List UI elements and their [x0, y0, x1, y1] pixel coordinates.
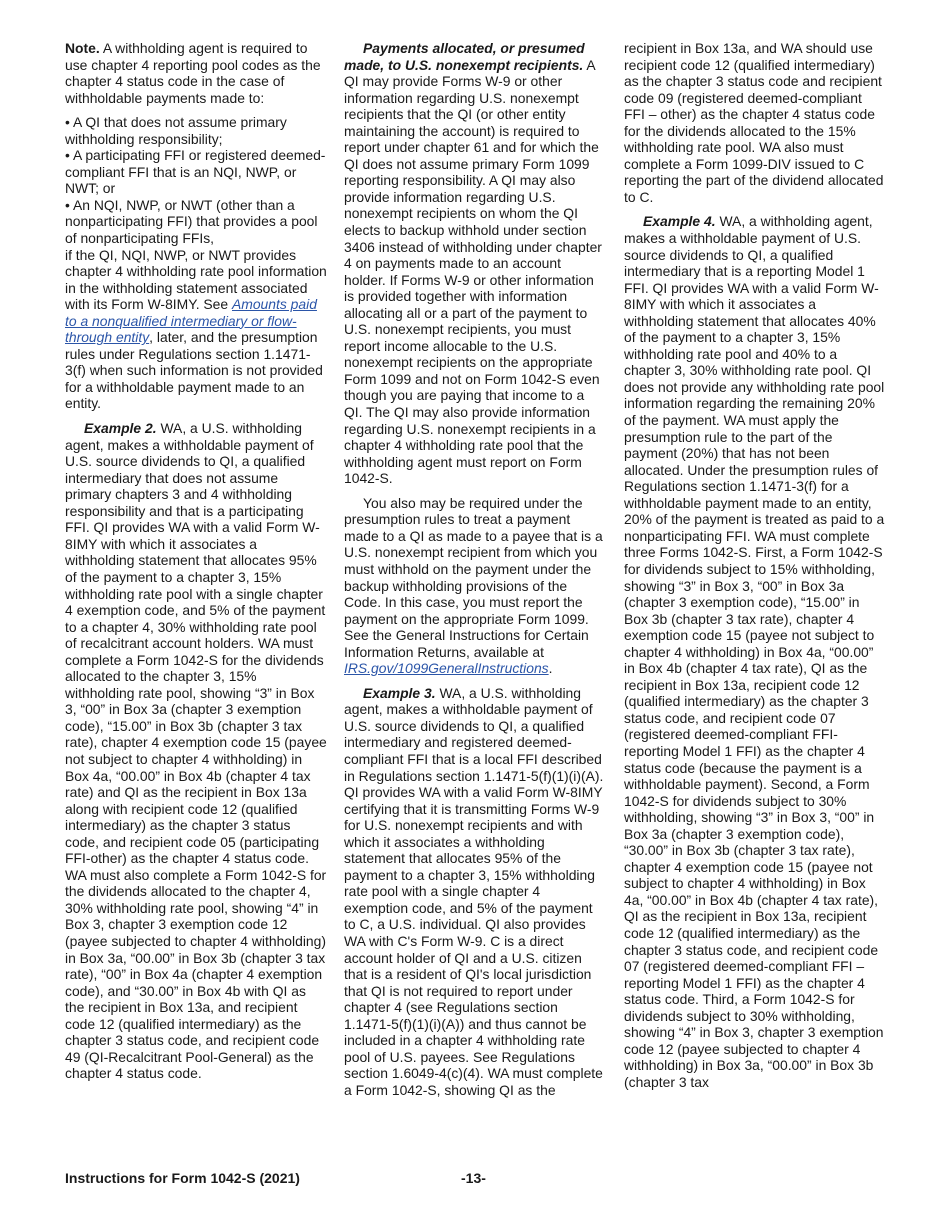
bullet-icon: • [65, 114, 70, 131]
example-4-paragraph: Example 4. WA, a withholding agent, makes a withholdable payment of U.S. source dividends to QI, a qualified intermediary that is a reporting Model 1 FFI. QI provides WA with a valid Form W-8IMY with which it associates a withholding statement that allocates 40% of the payment to a chapter 3, 15% withholding rate pool and 40% to a chapter 3, 30% withholding rate pool. QI does not provide any withholding rate pool information regarding the remaining 20% of the payment. WA must apply the presumption rule to the part of the payment (20%) that has not been allocated. Under the presumption rules of Regulations section 1.1471-3(f) for a withholdable payment made to an entity, 20% of the payment is treated as paid to a nonparticipating FFI. WA must complete three Forms 1042-S. First, a Form 1042-S for dividends subject to 15% withholding, showing “3” in Box 3, “00” in Box 3a (chapter 3 exemption code), “15.00” in Box 3b (chapter 3 tax rate), chapter 4 exemption code 15 (payee not subject to chapter 4 withholding) in Box 4a, “00.00” in Box 4b (chapter 4 tax rate), QI as the recipient in Box 13a, recipient code 12 (qualified intermediary) as the chapter 3 status code, and recipient code 07 (registered deemed-compliant FFI-reporting Model 1 FFI) as the chapter 4 status code (because the payment is a withholdable payment). Second, a Form 1042-S for dividends subject to 30% withholding, showing “3” in Box 3, “00” in Box 3a (chapter 3 exemption code), “30.00” in Box 3b (chapter 3 tax rate), chapter 4 exemption code 15 (payee not subject to chapter 4 withholding) in Box 4a, “00.00” in Box 4b (chapter 4 tax rate), QI as the recipient in Box 13a, recipient code 12 (qualified intermediary) as the chapter 3 status code, and recipient code 07 (registered deemed-compliant FFI – reporting Model 1 FFI) as the chapter 4 status code. Third, a Form 1042-S for dividends subject to 30% withholding, showing “4” in Box 3, chapter 3 exemption code 12 (payee subjected to chapter 4 withholding) in Box 3a, “00.00” in Box 3b (chapter 3 tax [624, 213, 885, 1090]
column-2 [344, 40, 606, 1106]
example-3-label: Example 3. [363, 684, 436, 701]
link-1099-general-instructions[interactable]: IRS.gov/1099GeneralInstructions [344, 660, 549, 677]
example-2-label: Example 2. [84, 420, 157, 437]
continuation-paragraph: if the QI, NQI, NWP, or NWT provides chapter 4 withholding rate pool information in the withholding statement associated with its Form W-8IMY. See Amounts paid to a nonqualified intermediary or flow-through entity, later, and the presumption rules under Regulations section 1.1471-3(f) when such information is not provided for a withholdable payment made to an entity. [65, 246, 327, 412]
page-number: -13- [461, 1170, 486, 1186]
bullet-item: • A participating FFI or registered deemed-compliant FFI that is an NQI, NWP, or NWT; or [65, 147, 326, 197]
payments-allocated-paragraph: Payments allocated, or presumed made, to U.S. nonexempt recipients. A QI may provide Forms W-9 or other information regarding U.S. nonexempt recipients that the QI (or other entity maintaining the account) is required to report under chapter 61 and for which the QI does not assume primary Form 1099 reporting responsibility. A QI may also provide information regarding U.S. nonexempt recipients on whom the QI elects to backup withhold under section 3406 instead of withholding under chapter 4 on payments made to an account holder. If Forms W-9 or other information is provided together with information allocating all or a part of the payment to U.S. nonexempt recipients, you must report income allocable to the U.S. nonexempt recipients on the appropriate Form 1099 and not on Form 1042-S even though you are paying that income to a QI. The QI may also provide information regarding U.S. nonexempt recipients in a chapter 4 withholding rate pool that the withholding agent must report on Form 1042-S. [344, 40, 602, 487]
example-3-paragraph: Example 3. WA, a U.S. withholding agent, makes a withholdable payment of U.S. source dividends to QI, a qualified intermediary and registered deemed-compliant FFI that is a local FFI described in Regulations section 1.1471-5(f)(1)(i)(A). QI provides WA with a valid Form W-8IMY certifying that it is transmitting Forms W-9 for U.S. nonexempt recipients and with which it associates a withholding statement that allocates 95% of the payment to a chapter 3, 15% withholding rate pool with a single chapter 4 exemption code, and 5% of the payment to C, a U.S. individual. QI also provides WA with C's Form W-9. C is a direct account holder of QI and a U.S. citizen that is a resident of QI's local jurisdiction that QI is not required to report under chapter 4 (see Regulations section 1.1471-5(f)(1)(i)(A)) and thus cannot be included in a chapter 4 withholding rate pool of U.S. payees. See Regulations section 1.6049-4(c)(4). WA must complete a Form 1042-S, showing QI as the [344, 684, 604, 1098]
bullet-icon: • [65, 196, 70, 213]
presumption-paragraph: You also may be required under the presumption rules to treat a payment made to a QI as made to a payee that is a U.S. nonexempt recipient from which you must withhold on the payment under the backup withholding provisions of the Code. In this case, you must report the payment on the appropriate Form 1099. See the General Instructions for Certain Information Returns, available at IRS.gov/1099GeneralInstructions. [344, 494, 603, 677]
footer-title: Instructions for Form 1042-S (2021) [65, 1170, 300, 1186]
payments-allocated-heading: Payments allocated, or presumed made, to U.S. nonexempt recipients. [344, 40, 585, 73]
note-label: Note. [65, 40, 100, 56]
bullet-icon: • [65, 147, 70, 164]
bullet-item: • An NQI, NWP, or NWT (other than a nonparticipating FFI) that provides a pool of nonparticipating FFIs, [65, 196, 318, 247]
note-paragraph [65, 40, 327, 106]
link-nonqualified-intermediary[interactable]: Amounts paid to a nonqualified intermediary or flow-through entity [65, 296, 317, 346]
example-3-continuation: recipient in Box 13a, and WA should use recipient code 12 (qualified intermediary) as the chapter 3 status code and recipient code 09 (registered deemed-compliant FFI – other) as the chapter 4 status code for the dividends allocated to the 15% withholding rate pool. WA also must complete a Form 1099-DIV issued to C reporting the part of the dividend allocated to C. [624, 40, 884, 205]
example-2-paragraph: Example 2. WA, a U.S. withholding agent, makes a withholdable payment of U.S. source dividends to QI, a qualified intermediary that does not assume primary chapters 3 and 4 withholding responsibility and that is a participating FFI. QI provides WA with a valid Form W-8IMY with which it associates a withholding statement that allocates 95% of the payment to a chapter 3, 15% withholding rate pool with a single chapter 4 exemption code, and 5% of the payment to a chapter 4, 30% withholding rate pool of recalcitrant account holders. WA must complete a Form 1042-S for the dividends allocated to the chapter 3, 15% withholding rate pool, showing “3” in Box 3, “00” in Box 3a (chapter 3 exemption code), “15.00” in Box 3b (chapter 3 tax rate), chapter 4 exemption code 15 (payee not subject to chapter 4 withholding) in Box 4a, “00.00” in Box 4b (chapter 4 tax rate) and QI as the recipient in Box 13a along with recipient code 12 (qualified intermediary) as the chapter 3 status code, and recipient code 05 (participating FFI-other) as the chapter 4 status code. WA must also complete a Form 1042-S for the dividends allocated to the chapter 4, 30% withholding rate pool, showing “4” in Box 3, chapter 3 exemption code 12 (payee subjected to chapter 4 withholding) in Box 3a, “00.00” in Box 3b (chapter 3 tax rate), “00” in Box 4a (chapter 4 exemption code), and “30.00” in Box 4b with QI as the recipient in Box 13a, and recipient code 12 (qualified intermediary) as the chapter 3 status code, and recipient code 49 (QI-Recalcitrant Pool-General) as the chapter 4 status code. [65, 420, 327, 1082]
bullet-item: • A QI that does not assume primary withholding responsibility; [65, 114, 287, 147]
column-1 [65, 40, 327, 1090]
note-text: A withholding agent is required to use chapter 4 reporting pool codes as the chapter 4 status code in the case of withholdable payments made to: [65, 40, 321, 106]
column-3 [624, 40, 886, 1098]
example-4-label: Example 4. [643, 213, 716, 230]
